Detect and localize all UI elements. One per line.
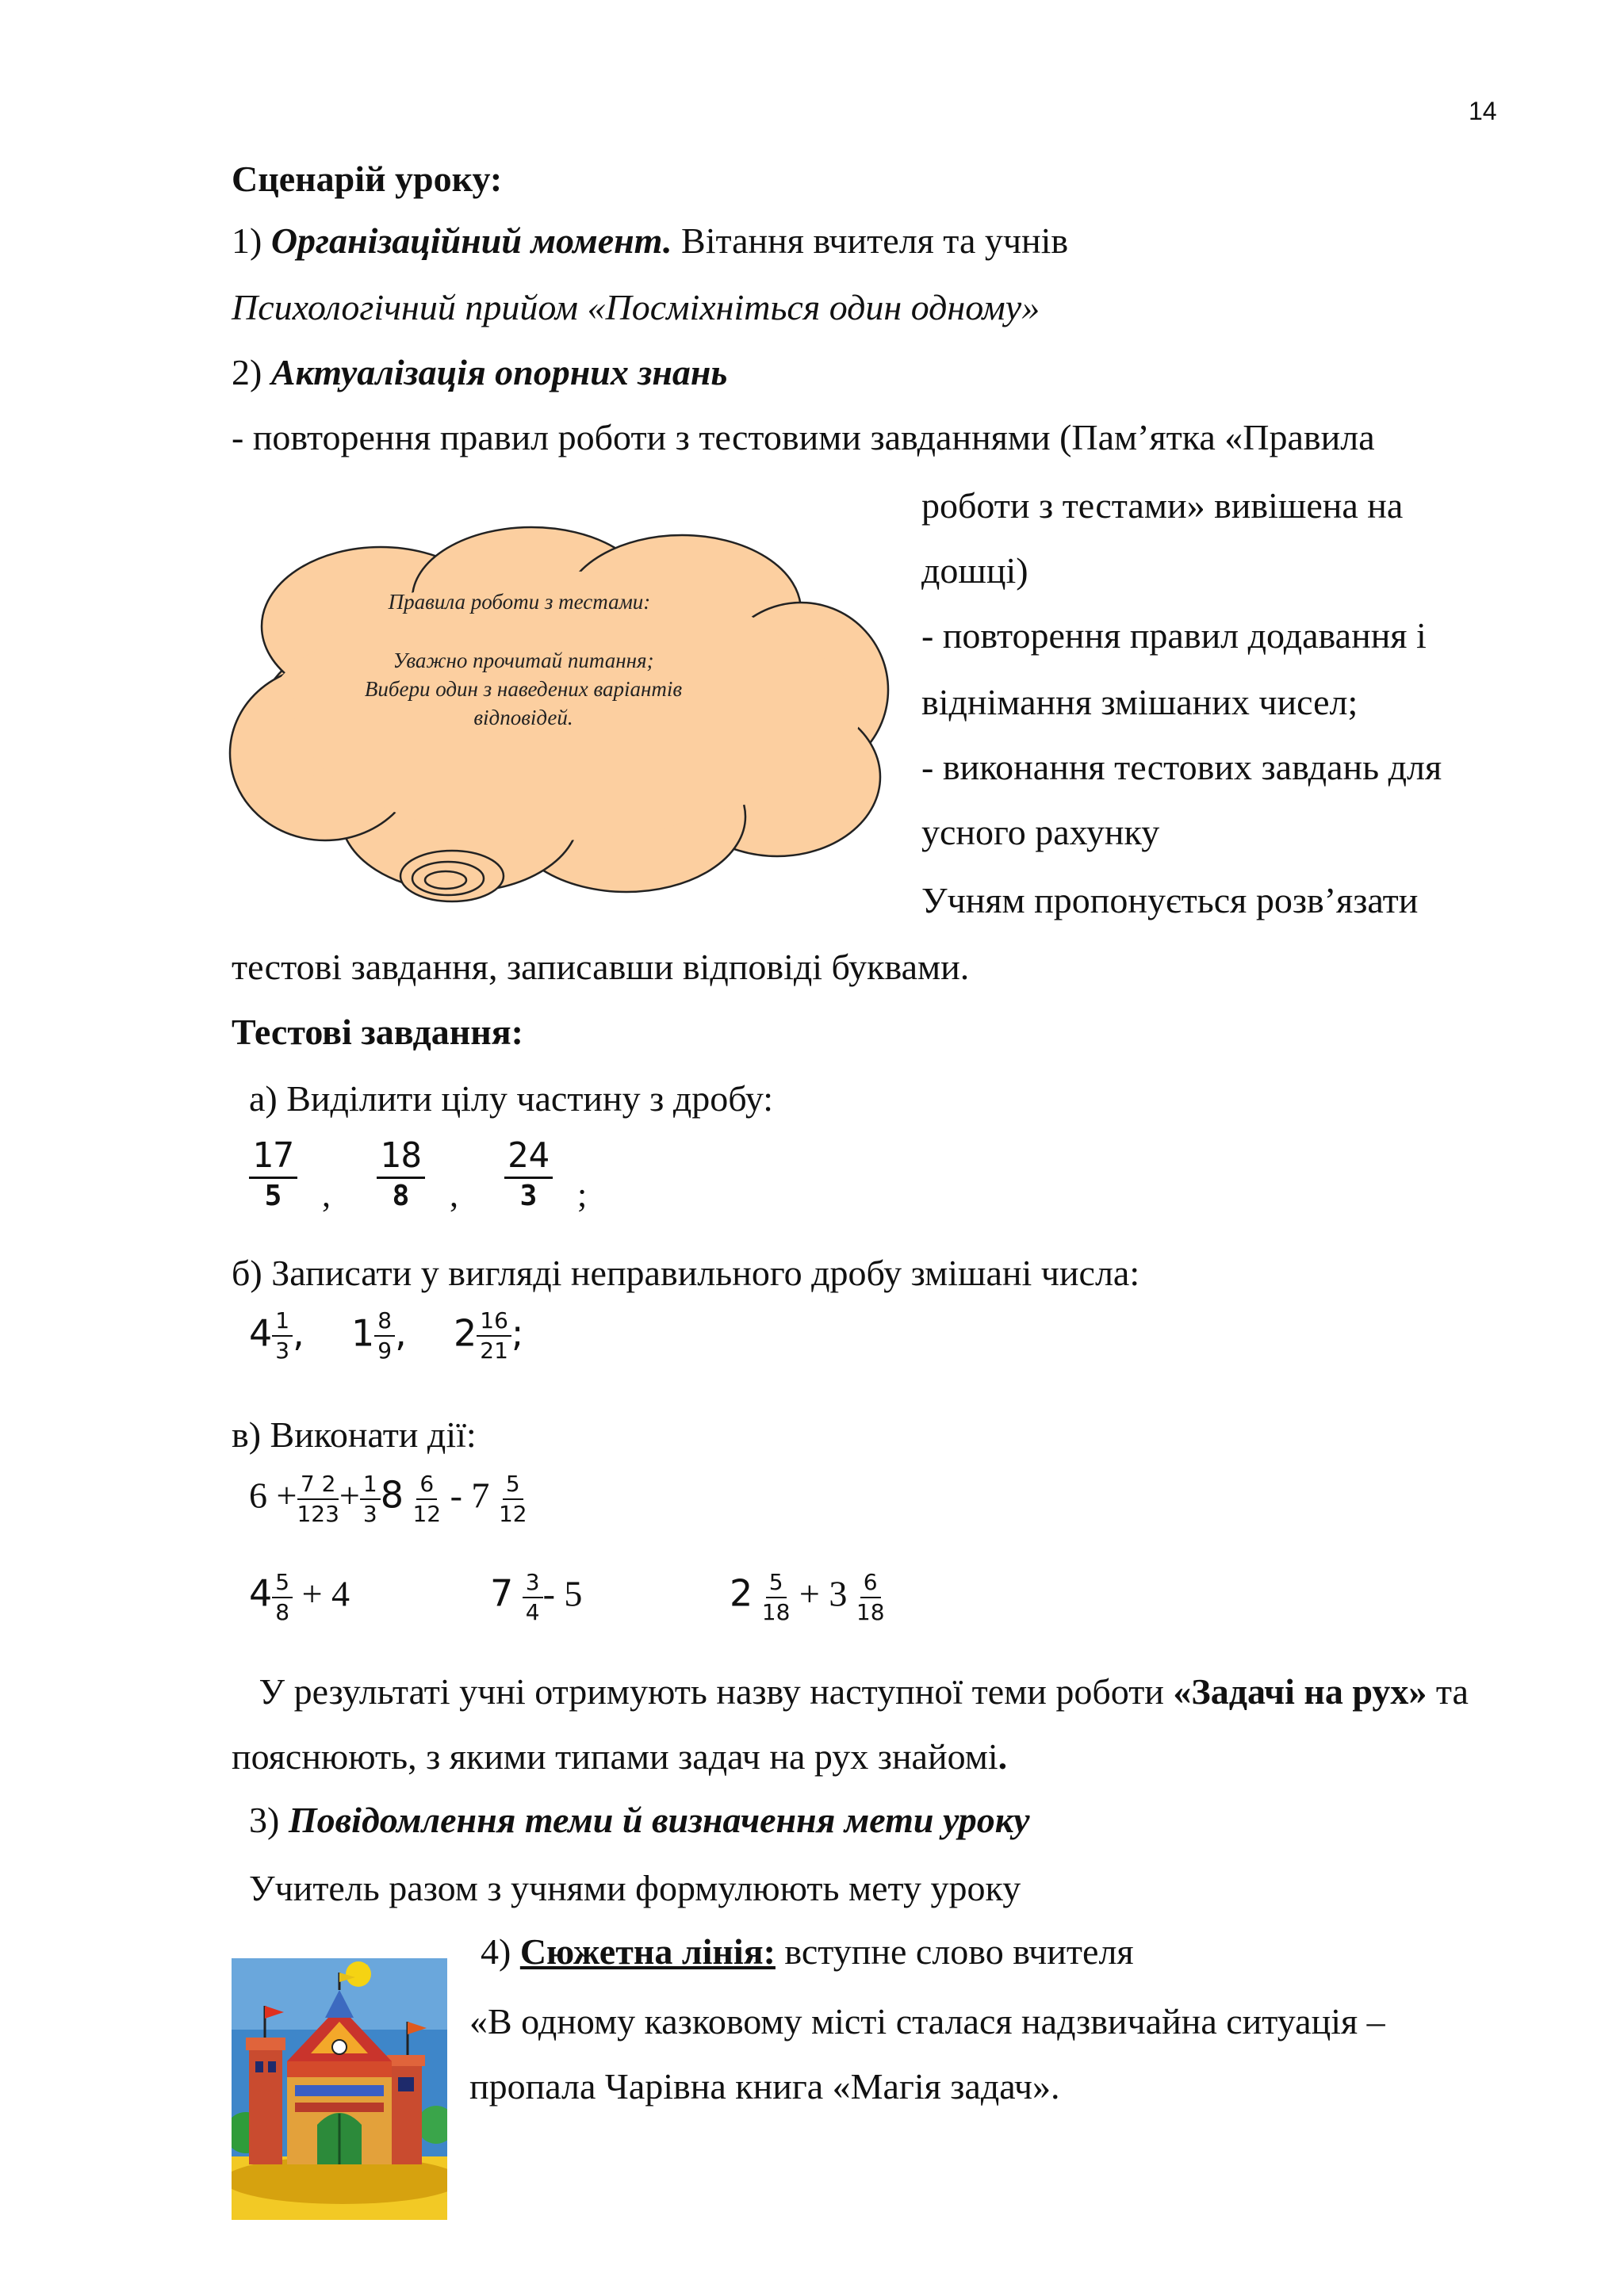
task-a: а) Виділити цілу частину з дробу:	[249, 1078, 774, 1119]
fraction-numerator: 3	[523, 1571, 543, 1598]
fraction-denominator: 18	[761, 1599, 791, 1625]
fraction-denominator: 12	[498, 1501, 527, 1527]
fraction-denominator: 8	[275, 1599, 290, 1625]
result-line-2-end: .	[998, 1736, 1008, 1777]
expr-whole: 7	[490, 1571, 514, 1615]
expr-operator: - 7	[450, 1475, 490, 1516]
result-line-1	[232, 1668, 1469, 1716]
expr-fraction	[272, 1571, 293, 1624]
fraction-numerator: 6	[416, 1473, 437, 1500]
result-text-end: та	[1427, 1671, 1469, 1712]
side-line: дошці)	[921, 550, 1028, 591]
task-b: б) Записати у вигляді неправильного дробу змішані числа:	[232, 1253, 1140, 1293]
castle-illustration	[232, 1958, 447, 2220]
expr-operator: +	[339, 1475, 360, 1516]
story-line-1: «В одному казковому місті сталася надзвичайна ситуація –	[469, 2001, 1385, 2042]
fraction-denominator: 12	[412, 1501, 442, 1527]
fraction-denominator: 3	[275, 1337, 290, 1364]
fraction-denominator: 4	[525, 1599, 540, 1625]
tests-heading: Тестові завдання:	[232, 1012, 523, 1052]
fraction-denominator: 8	[392, 1180, 410, 1212]
side-line: Учням пропонується розв’язати	[921, 880, 1419, 920]
mixed-fraction	[477, 1307, 511, 1364]
fraction-numerator: 17	[249, 1138, 297, 1179]
fraction-numerator: 1	[272, 1310, 293, 1337]
result-line-2-text: пояснюють, з якими типами задач на рух знайомі	[232, 1736, 998, 1777]
section-1-note: Психологічний прийом «Посміхніться один одному»	[232, 287, 1040, 327]
fraction-numerator: 1	[360, 1473, 381, 1500]
mixed-fraction	[374, 1307, 395, 1364]
bullet-test-rules: - повторення правил роботи з тестовими завданнями (Пам’ятка «Правила	[232, 417, 1375, 457]
fraction	[504, 1135, 553, 1212]
mixed-whole: 1	[350, 1311, 375, 1355]
cloud-line-1: Уважно прочитай питання;	[393, 649, 654, 672]
result-line-2	[232, 1733, 1007, 1781]
expr-whole: 8	[380, 1473, 404, 1517]
expr-tail: + 4	[301, 1573, 350, 1614]
story-line-2: пропала Чарівна книга «Магія задач».	[469, 2066, 1060, 2107]
fraction-denominator: 18	[856, 1599, 885, 1625]
scenario-heading: Сценарій уроку:	[232, 159, 503, 199]
cloud-line-3: відповідей.	[473, 706, 573, 729]
section-4-number: 4)	[481, 1931, 520, 1972]
fraction-denominator: 3	[362, 1501, 377, 1527]
fraction-denominator: 21	[480, 1337, 508, 1364]
expr-fraction	[412, 1473, 441, 1525]
mixed-whole: 2	[453, 1311, 477, 1355]
mixed-fraction	[272, 1307, 293, 1364]
section-4-text: вступне слово вчителя	[775, 1931, 1134, 1972]
expr-fraction	[523, 1571, 543, 1624]
cloud-line-2: Вибери один з наведених варіантів	[364, 677, 683, 701]
side-line: усного рахунку	[921, 812, 1160, 852]
fraction	[377, 1135, 425, 1212]
section-3	[249, 1797, 1030, 1844]
fraction-numerator: 18	[377, 1138, 425, 1179]
section-1-title: Організаційний момент.	[270, 220, 672, 261]
mixed-whole: 4	[249, 1311, 273, 1355]
result-text: У результаті учні отримують назву наступної теми роботи	[232, 1671, 1174, 1712]
task-c: в) Виконати дії:	[232, 1414, 477, 1455]
expression-2c	[730, 1571, 885, 1624]
section-2	[232, 349, 727, 396]
section-4	[481, 1928, 1134, 1976]
side-line: роботи з тестами» вивішена на	[921, 485, 1404, 526]
fraction-denominator: 123	[297, 1501, 339, 1527]
section-3-title: Повідомлення теми й визначення мети уроку	[288, 1800, 1030, 1840]
fraction-denominator: 3	[519, 1180, 538, 1212]
section-3-number: 3)	[249, 1800, 289, 1840]
page-number: 14	[1469, 97, 1497, 125]
expr-term: 6 +	[249, 1475, 297, 1516]
fraction-numerator: 6	[860, 1571, 881, 1598]
fraction-numerator: 5	[766, 1571, 787, 1598]
expr-operator: + 3	[799, 1573, 848, 1614]
expr-whole: 4	[249, 1571, 273, 1615]
expression-1	[249, 1473, 527, 1525]
side-line: - повторення правил додавання і	[921, 615, 1427, 656]
section-4-title: Сюжетна лінія:	[519, 1931, 776, 1972]
side-line: віднімання змішаних чисел;	[921, 682, 1358, 722]
side-line: - виконання тестових завдань для	[921, 747, 1442, 787]
section-3-text: Учитель разом з учнями формулюють мету уроку	[249, 1868, 1021, 1908]
fraction	[249, 1135, 297, 1212]
section-1	[232, 217, 1068, 265]
expr-tail: - 5	[542, 1573, 583, 1614]
expr-fraction	[360, 1473, 381, 1525]
section-1-text: Вітання вчителя та учнів	[672, 220, 1069, 261]
task-a-fractions: $\frac{17}{5}$ , $\frac{18}{8}$ , $\frac{24}{3}$ ;	[249, 1138, 587, 1215]
fraction-denominator: 5	[264, 1180, 282, 1212]
result-topic: «Задачі на рух»	[1173, 1671, 1427, 1712]
expr-fraction	[297, 1473, 339, 1525]
expr-fraction	[499, 1473, 527, 1525]
fraction-numerator: 24	[504, 1138, 553, 1179]
expr-whole: 2	[730, 1571, 753, 1615]
task-b-mixed-numbers: 4 $\frac{1}{3}$ , 1 $\frac{8}{9}$ , 2 $\frac{16}{21}$ ;	[249, 1307, 524, 1364]
expression-2b	[490, 1571, 582, 1624]
line-after-cloud: тестові завдання, записавши відповіді буквами.	[232, 947, 970, 987]
fraction-numerator: 5	[503, 1473, 523, 1500]
fraction-numerator: 7 2	[297, 1473, 339, 1500]
section-2-title: Актуалізація опорних знань	[270, 352, 728, 392]
cloud-title: Правила роботи з тестами:	[388, 590, 651, 614]
section-2-number: 2)	[232, 352, 271, 392]
fraction-numerator: 5	[272, 1571, 293, 1598]
fraction-numerator: 8	[374, 1310, 395, 1337]
fraction-denominator: 9	[377, 1337, 393, 1364]
expr-fraction	[762, 1571, 791, 1624]
fraction-numerator: 16	[477, 1310, 511, 1337]
expression-2a	[249, 1571, 350, 1624]
expr-fraction	[856, 1571, 885, 1624]
section-1-number: 1)	[232, 220, 271, 261]
